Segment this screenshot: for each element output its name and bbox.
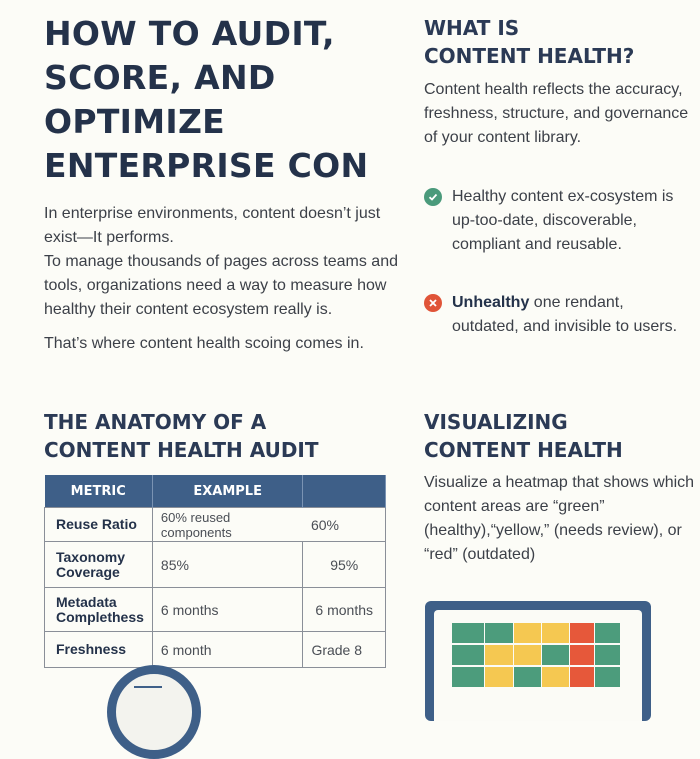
- example-cell: 85%: [152, 542, 303, 588]
- column-header: METRIC: [45, 475, 153, 508]
- heatmap-cell: [514, 667, 541, 687]
- table-row: [45, 632, 386, 668]
- bullet-rest: one rendant, outdated, and invisible to users.: [452, 294, 678, 335]
- intro-paragraph: To manage thousands of pages across teams and tools, organizations need a way to measure how healthy their content ecosystem really is.: [44, 253, 398, 318]
- example-cell: 6 month: [152, 632, 303, 668]
- intro-paragraph: In enterprise environments, content doesn’t just exist—It performs.: [44, 205, 381, 246]
- title-line: OPTIMIZE: [44, 102, 226, 141]
- visualizing-heading: [424, 408, 623, 464]
- monitor-screen: [434, 610, 642, 721]
- bullet-bold: Unhealthy: [452, 294, 530, 311]
- table-header: [45, 475, 386, 508]
- heatmap-cell: [542, 667, 569, 687]
- visualizing-description: Visualize a heatmap that shows which content areas are “green” (healthy),“yellow,” (needs review), or “red” (outdated): [424, 474, 695, 563]
- monitor-illustration: [425, 601, 651, 721]
- heading-line: CONTENT HEALTH AUDIT: [44, 438, 319, 462]
- example-cell: 6 months: [152, 588, 303, 632]
- table-row: [45, 542, 386, 588]
- heading-line: CONTENT HEALTH: [424, 438, 623, 462]
- heading-line: THE ANATOMY OF A: [44, 410, 267, 434]
- gauge-icon: [107, 665, 201, 759]
- example-cell: 60% reused components: [152, 508, 303, 542]
- title-line: SCORE, AND: [44, 58, 276, 97]
- page-title: [44, 12, 384, 188]
- value-cell: Grade 8: [303, 632, 386, 668]
- metric-cell: Taxonomy Coverage: [45, 542, 153, 588]
- table-row: [45, 508, 386, 542]
- heatmap-cell: [570, 623, 594, 643]
- what-is-description: Content health reflects the accuracy, freshness, structure, and governance of your content library.: [424, 81, 689, 146]
- heatmap-cell: [542, 645, 569, 665]
- column-header: [303, 475, 386, 508]
- heatmap-cell: [570, 645, 594, 665]
- intro-section: [44, 202, 414, 356]
- heatmap-cell: [452, 667, 484, 687]
- heatmap-cell: [542, 623, 569, 643]
- metric-cell: Metadata Complethess: [45, 588, 153, 632]
- table-row: [45, 588, 386, 632]
- heading-line: WHAT IS: [424, 16, 520, 40]
- heatmap-cell: [514, 645, 541, 665]
- metric-cell: Reuse Ratio: [45, 508, 153, 542]
- value-cell: 95%: [303, 542, 386, 588]
- metrics-table: [44, 475, 386, 668]
- value-cell: 60%: [303, 508, 386, 542]
- heatmap-cell: [595, 667, 620, 687]
- bullet-text: [452, 291, 694, 339]
- metric-cell: Freshness: [45, 632, 153, 668]
- column-header: EXAMPLE: [152, 475, 303, 508]
- gauge-line: [134, 686, 162, 688]
- unhealthy-bullet: [424, 291, 694, 339]
- heatmap-cell: [570, 667, 594, 687]
- heatmap-cell: [452, 623, 484, 643]
- heatmap-cell: [485, 667, 513, 687]
- heatmap-cell: [452, 645, 484, 665]
- heading-line: VISUALIZING: [424, 410, 568, 434]
- heatmap-cell: [514, 623, 541, 643]
- anatomy-heading: [44, 408, 319, 464]
- value-cell: 6 months: [303, 588, 386, 632]
- what-is-heading: [424, 14, 634, 70]
- heatmap-cell: [485, 623, 513, 643]
- x-circle-icon: [424, 294, 442, 312]
- bullet-text: Healthy content ex-cosystem is up-too-date, discoverable, compliant and reusable.: [452, 188, 674, 253]
- heading-line: CONTENT HEALTH?: [424, 44, 635, 68]
- heatmap-cell: [595, 623, 620, 643]
- title-line: ENTERPRISE CON: [44, 146, 369, 185]
- heatmap-cell: [595, 645, 620, 665]
- heatmap-grid: [452, 623, 620, 687]
- intro-paragraph: That’s where content health scoing comes in.: [44, 335, 364, 352]
- check-circle-icon: [424, 188, 442, 206]
- healthy-bullet: [424, 185, 694, 257]
- title-line: HOW TO AUDIT,: [44, 14, 335, 53]
- heatmap-cell: [485, 645, 513, 665]
